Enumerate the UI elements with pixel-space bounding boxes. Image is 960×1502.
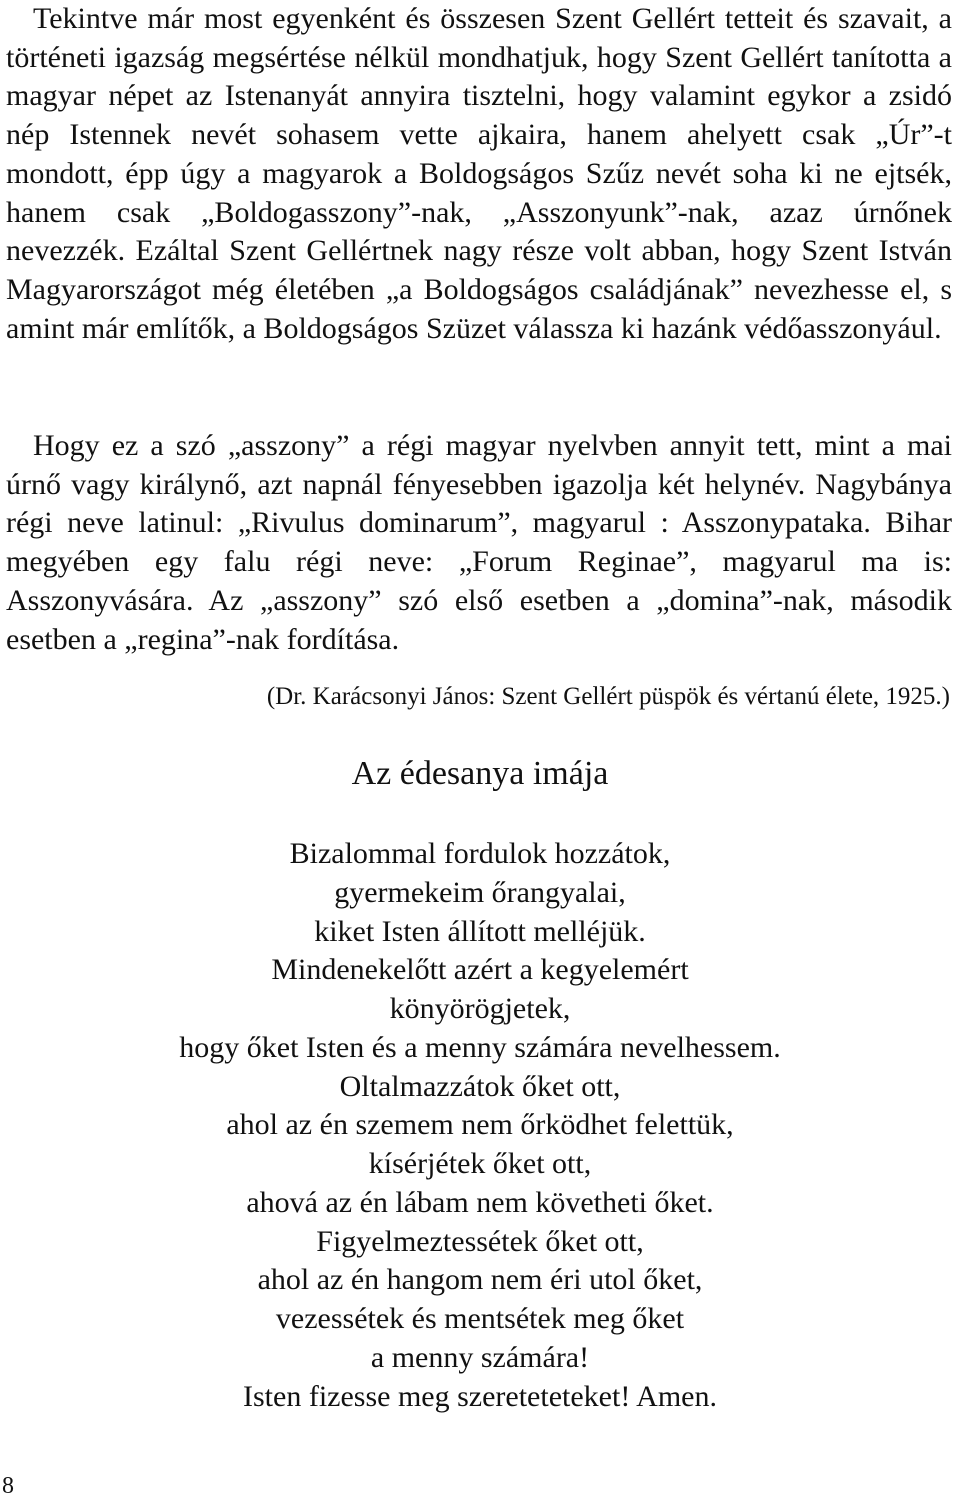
poem-line: Isten fizesse meg szereteteteket! Amen. — [243, 1379, 717, 1413]
poem-line: ahová az én lábam nem követheti őket. — [246, 1185, 714, 1219]
body-paragraph — [6, 0, 952, 348]
poem-line: Bizalommal fordulok hozzátok, — [289, 837, 671, 870]
poem-line: hogy őket Isten és a menny számára nevelhessem. — [179, 1030, 781, 1064]
poem-line: könyörögjetek, — [389, 992, 571, 1025]
poem-line: a menny számára! — [370, 1340, 590, 1374]
poem-line: kísérjétek őket ott, — [368, 1147, 592, 1180]
body-paragraph-text: Tekintve már most egyenként és összesen Szent Gellért tetteit és szavait, a történeti igazság megsértése nélkül mondhatjuk, hogy Szent Gellért tanította a magyar népet az Istenanyát annyira tisztelni, hogy valamint egykor a zsidó nép Istennek nevét sohasem vette ajkaira, hanem ahelyett csak „Úr”-t mondott, épp úgy a magyarok a Boldogságos Szűz nevét soha ki ne ejtsék, hanem csak „Boldogasszony”-nak, „Asszonyunk”-nak, azaz úrnőnek nevezzék. Ezáltal Szent Gellértnek nagy része volt abban, hogy Szent István Magyarországot még életében „a Boldogságos családjának” nevezhesse el, s amint már említők, a Boldogságos Szüzet válassza ki hazánk védőasszonyául. — [6, 2, 952, 345]
poem-line: Figyelmeztessétek őket ott, — [316, 1224, 644, 1258]
poem-title: Az édesanya imája — [351, 755, 609, 792]
poem-body — [0, 835, 960, 1416]
citation: (Dr. Karácsonyi János: Szent Gellért püspök és vértanú élete, 1925.) — [266, 683, 950, 710]
poem-line: Oltalmazzátok őket ott, — [339, 1069, 621, 1103]
poem-line: gyermekeim őrangyalai, — [334, 875, 626, 909]
page-number: 8 — [2, 1473, 14, 1499]
poem-line: ahol az én hangom nem éri utol őket, — [257, 1263, 703, 1297]
poem-line: ahol az én szemem nem őrködhet felettük, — [226, 1108, 734, 1142]
poem-line: vezessétek és mentsétek meg őket — [275, 1302, 685, 1335]
body-paragraph-text: Hogy ez a szó „asszony” a régi magyar nyelvben annyit tett, mint a mai úrnő vagy királynő, azt napnál fényesebben igazolja két helynév. Nagybánya régi neve latinul: „Rivulus dominarum”, magyarul : Asszonypataka. Bihar megyében egy falu régi neve: „Forum Reginae”, magyarul ma is: Asszonyvására. Az „asszony” szó első esetben a „domina”-nak, második esetben a „regina”-nak fordítása. — [6, 429, 952, 656]
body-paragraph — [6, 427, 952, 659]
poem-line: Mindenekelőtt azért a kegyelemért — [271, 953, 689, 987]
poem-line: kiket Isten állított melléjük. — [314, 914, 646, 948]
